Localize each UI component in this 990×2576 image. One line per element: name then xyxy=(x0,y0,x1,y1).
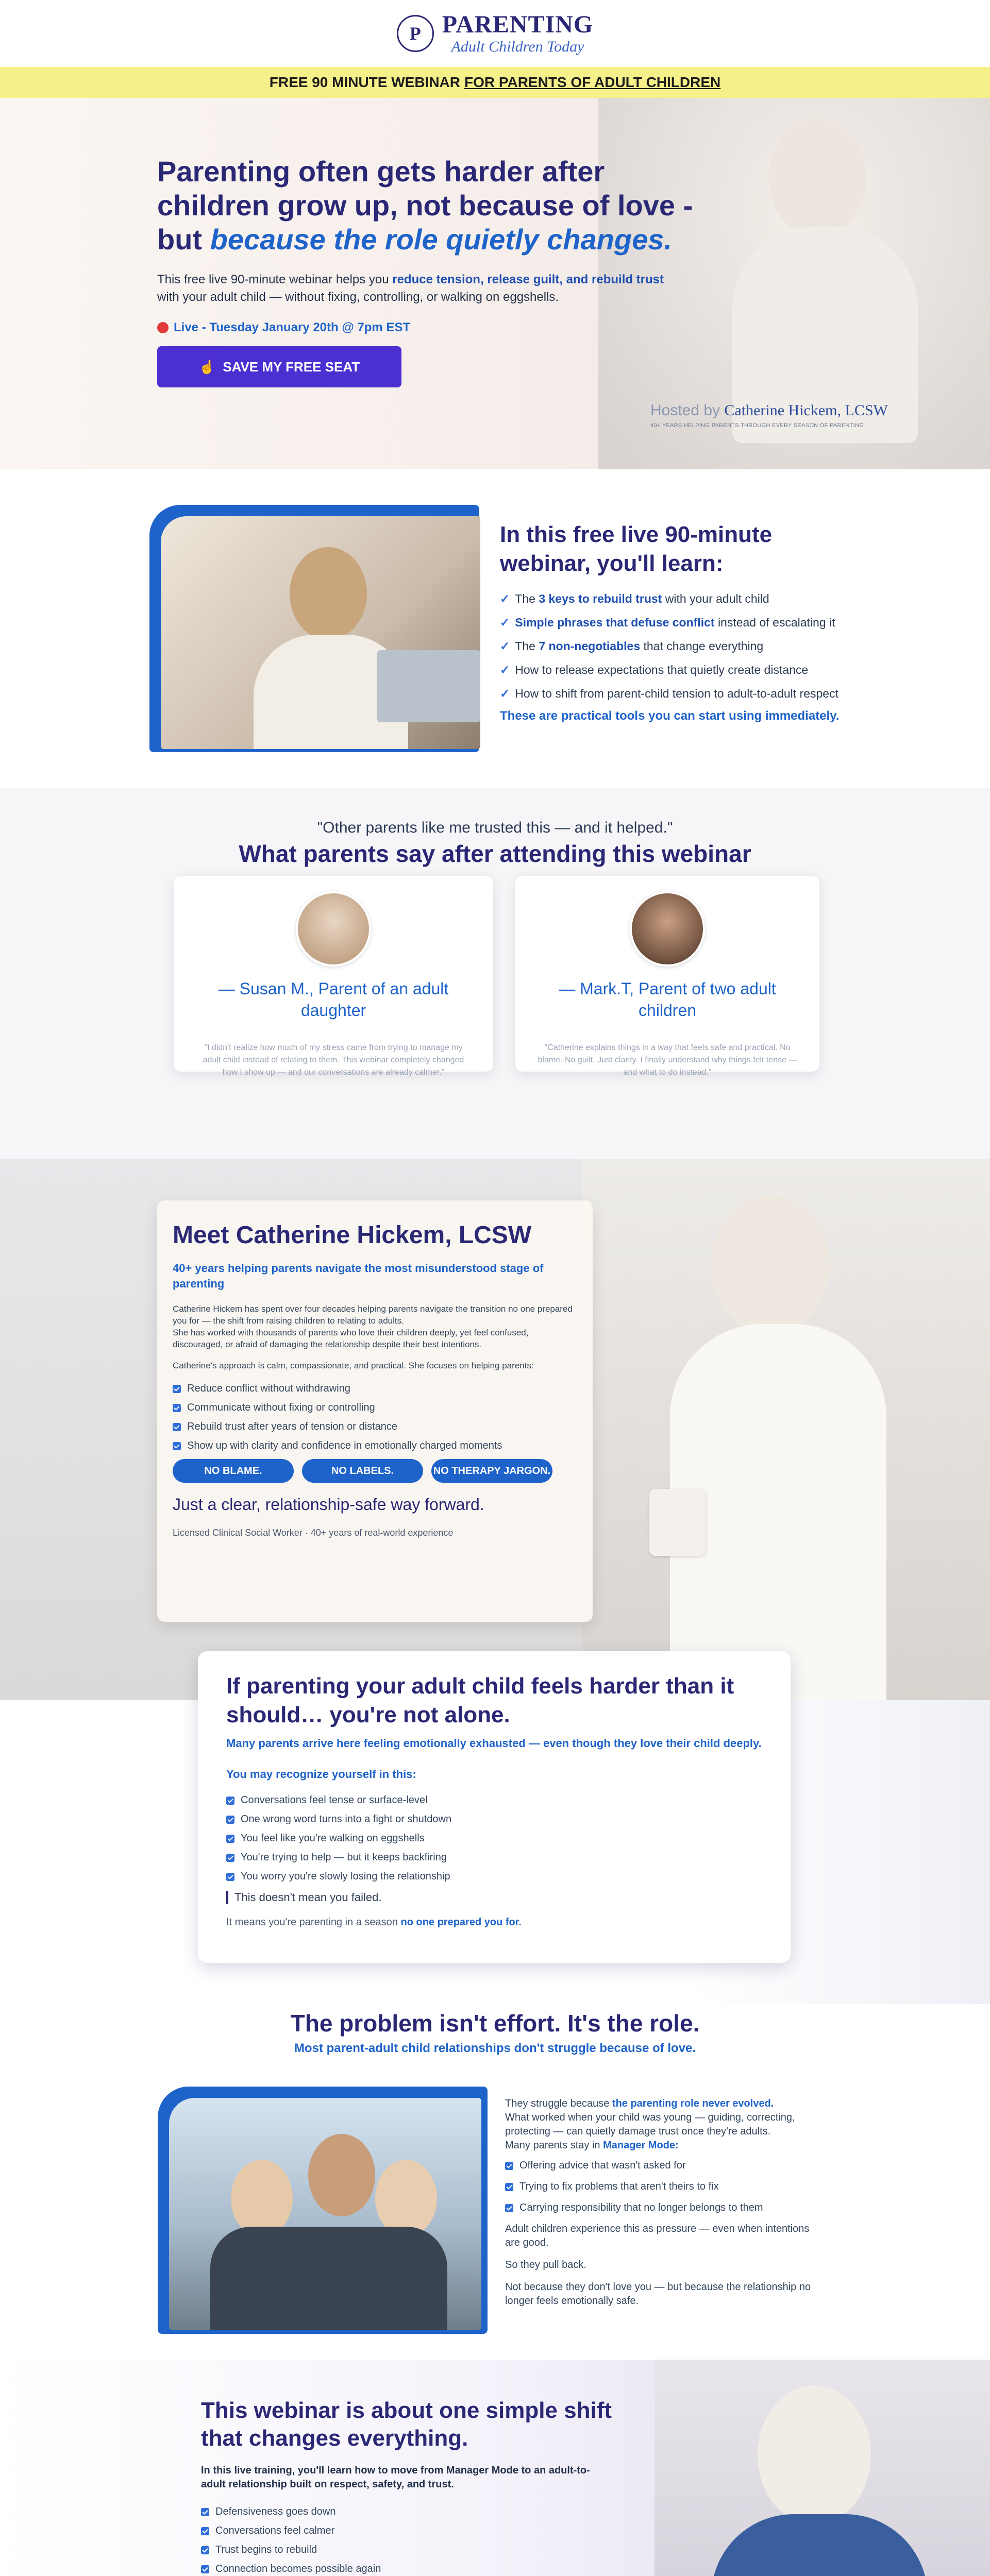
meet-subtitle: 40+ years helping parents navigate the most misunderstood stage of parenting xyxy=(173,1262,544,1290)
hero-headline: Parenting often gets harder after children grow up, not because of love - but because the role quietly changes. xyxy=(157,155,693,256)
testimonial-name: — Susan M., Parent of an adult daughter xyxy=(218,979,449,1020)
banner-text-a: FREE 90 MINUTE WEBINAR xyxy=(269,74,460,90)
recognize-item: You worry you're slowly losing the relationship xyxy=(226,1871,762,1883)
hero-description: This free live 90-minute webinar helps you reduce tension, release guilt, and rebuild trust with your adult child — without fixing, controlling, or walking on eggshells. xyxy=(157,273,664,304)
hero-live-date: Live - Tuesday January 20th @ 7pm EST xyxy=(157,320,693,335)
check-icon xyxy=(226,1873,234,1881)
recognize-item: One wrong word turns into a fight or shutdown xyxy=(226,1814,762,1825)
not-alone-title: If parenting your adult child feels harder than it should… you're not alone. xyxy=(226,1673,734,1727)
meet-credentials: Licensed Clinical Social Worker · 40+ years of real-world experience xyxy=(173,1528,454,1538)
shift-section: This webinar is about one simple shift that changes everything. In this live training, you'll learn how to move from Manager Mode to an adult-to-adult relationship built on respect, safety, and trust. Defensiveness goes down Conversations feel calmer Trust begins to rebuild Connection becomes possible again xyxy=(0,2360,990,2576)
not-failed-text: This doesn't mean you failed. xyxy=(226,1891,762,1904)
learn-section xyxy=(0,469,990,788)
hosted-by: Hosted by Catherine Hickem, LCSW 40+ YEARS HELPING PARENTS THROUGH EVERY SEASON OF PARENTING xyxy=(650,402,888,429)
check-icon xyxy=(173,1385,181,1393)
shift-item: Defensiveness goes down xyxy=(201,2506,644,2518)
testimonial-card xyxy=(174,876,493,1077)
meet-photo xyxy=(582,1159,990,1700)
testimonials-title: What parents say after attending this webinar xyxy=(239,840,751,867)
shift-item: Conversations feel calmer xyxy=(201,2525,644,2537)
no-blame-pill: NO BLAME. xyxy=(173,1459,294,1483)
family-photo xyxy=(169,2098,481,2330)
check-icon xyxy=(173,1442,181,1450)
check-icon xyxy=(173,1404,181,1412)
problem-section: The problem isn't effort. It's the role. Most parent-adult child relationships don't struggle because of love. They struggle because the parenting role never evolved. What worked when your child was young — guiding, correcting, protecting — can quietly damage trust once they're adults. Many parents stay in Manager Mode: Offering advice that wasn't asked for Trying to fix problems that aren't theirs to fix Carrying responsibility that no longer belongs to them Adult children experience this as pressure — even when intentions are good. So they pull back. Not because they don't love you — but because the relationship no longer feels emotionally safe. xyxy=(0,2004,990,2360)
recognize-item: You feel like you're walking on eggshells xyxy=(226,1833,762,1844)
check-icon xyxy=(201,2508,209,2516)
learn-photo xyxy=(161,516,480,749)
avatar xyxy=(630,891,705,967)
webinar-banner xyxy=(0,67,990,98)
check-icon xyxy=(505,2204,513,2212)
learn-item: ✓ How to shift from parent-child tension to adult-to-adult respect xyxy=(500,687,838,700)
problem-title: The problem isn't effort. It's the role. xyxy=(290,2010,700,2037)
no-labels-pill: NO LABELS. xyxy=(302,1459,423,1483)
recognize-item: You're trying to help — but it keeps backfiring xyxy=(226,1852,762,1863)
testimonial-text: "Catherine explains things in a way that feels safe and practical. No blame. No guilt. Just clarity. I finally understand why things felt tense — and what to do instead." xyxy=(538,1043,797,1077)
check-icon xyxy=(226,1835,234,1843)
check-icon xyxy=(201,2527,209,2535)
testimonials-quote: "Other parents like me trusted this — and it helped." xyxy=(317,819,673,836)
problem-subtitle: Most parent-adult child relationships don't struggle because of love. xyxy=(294,2041,696,2055)
check-icon: ✓ xyxy=(500,616,510,629)
testimonial-name: — Mark.T, Parent of two adult children xyxy=(559,979,776,1020)
check-icon: ✓ xyxy=(500,639,510,653)
manager-mode-item: Carrying responsibility that no longer belongs to them xyxy=(505,2201,825,2215)
banner-text-b: FOR PARENTS OF ADULT CHILDREN xyxy=(464,74,721,90)
avatar xyxy=(296,891,371,967)
testimonials-section xyxy=(0,788,990,1159)
brand-title: PARENTING xyxy=(442,11,594,38)
check-icon: ✓ xyxy=(500,663,510,676)
meet-list-item: Reduce conflict without withdrawing xyxy=(173,1383,577,1395)
learn-footnote: These are practical tools you can start using immediately. xyxy=(500,709,840,723)
hero-section xyxy=(0,98,990,469)
check-icon: ✓ xyxy=(500,592,510,605)
learn-item: ✓ The 3 keys to rebuild trust with your adult child xyxy=(500,592,769,605)
shift-item: Trust begins to rebuild xyxy=(201,2544,644,2556)
shift-photo xyxy=(655,2360,990,2576)
save-seat-button[interactable]: ☝ SAVE MY FREE SEAT xyxy=(157,346,401,387)
site-header xyxy=(0,0,990,67)
learn-item: ✓ The 7 non-negotiables that change everything xyxy=(500,639,764,653)
meet-list-item: Communicate without fixing or controlling xyxy=(173,1402,577,1414)
brand-subtitle: Adult Children Today xyxy=(451,38,584,55)
not-alone-section xyxy=(0,1673,990,2004)
clock-icon xyxy=(157,322,169,333)
not-alone-card: If parenting your adult child feels harder than it should… you're not alone. Many parents arrive here feeling emotionally exhausted — even though they love their child deeply. You may recognize yourself in this: Conversations feel tense or surface-level One wrong word turns into a fight or shutdown You feel like you're walking on eggshells You're trying to help — but it keeps backfiring You worry you're slowly losing the relationship This doesn't mean you failed. It means you're parenting in a season no one prepared you for. xyxy=(198,1651,791,1963)
meet-list-item: Rebuild trust after years of tension or distance xyxy=(173,1421,577,1433)
manager-mode-item: Trying to fix problems that aren't theirs to fix xyxy=(505,2180,825,2194)
meet-card: Meet Catherine Hickem, LCSW 40+ years helping parents navigate the most misunderstood stage of parenting Catherine Hickem has spent over four decades helping parents navigate the transition no one prepared you for — the shift from raising children to relating to adults. She has worked with thousands of parents who love their children deeply, yet feel confused, discouraged, or afraid of damaging the relationship despite their best intentions. Catherine's approach is calm, compassionate, and practical. She focuses on helping parents: Reduce conflict without withdrawing Communicate without fixing or controlling Rebuild trust after years of tension or distance Show up with clarity and confidence in emotionally charged moments NO BLAME. NO LABELS. NO THERAPY JARGON. Just a clear, relationship-safe way forward. Licensed Clinical Social Worker · 40+ years of real-world experience xyxy=(157,1200,593,1622)
meet-tagline: Just a clear, relationship-safe way forward. xyxy=(173,1495,484,1514)
not-alone-subtitle: Many parents arrive here feeling emotionally exhausted — even though they love their child deeply. xyxy=(226,1737,762,1750)
check-icon xyxy=(505,2162,513,2170)
check-icon xyxy=(505,2183,513,2191)
testimonial-card xyxy=(515,876,819,1077)
check-icon xyxy=(201,2565,209,2573)
shift-item: Connection becomes possible again xyxy=(201,2563,644,2575)
learn-title: In this free live 90-minute webinar, you'll learn: xyxy=(500,522,773,576)
hand-icon: ☝ xyxy=(198,359,216,375)
check-icon xyxy=(173,1423,181,1431)
no-jargon-pill: NO THERAPY JARGON. xyxy=(431,1459,552,1483)
check-icon xyxy=(226,1854,234,1862)
hero-headline-highlight: because the role quietly changes. xyxy=(210,223,672,256)
logo-emblem[interactable]: P xyxy=(397,15,434,52)
check-icon xyxy=(226,1816,234,1824)
testimonial-text: "I didn't realize how much of my stress came from trying to manage my adult child instead of relating to them. This webinar completely changed how I show up — and our conversations are already calmer." xyxy=(203,1043,464,1077)
learn-item: ✓ Simple phrases that defuse conflict instead of escalating it xyxy=(500,616,835,629)
check-icon xyxy=(226,1797,234,1805)
meet-list-item: Show up with clarity and confidence in emotionally charged moments xyxy=(173,1440,577,1452)
manager-mode-item: Offering advice that wasn't asked for xyxy=(505,2159,825,2173)
shift-title: This webinar is about one simple shift that changes everything. xyxy=(201,2398,612,2451)
learn-item: ✓ How to release expectations that quietly create distance xyxy=(500,663,809,676)
check-icon xyxy=(201,2546,209,2554)
recognize-item: Conversations feel tense or surface-level xyxy=(226,1794,762,1806)
check-icon: ✓ xyxy=(500,687,510,700)
meet-section xyxy=(0,1159,990,1700)
meet-title: Meet Catherine Hickem, LCSW xyxy=(173,1222,532,1249)
